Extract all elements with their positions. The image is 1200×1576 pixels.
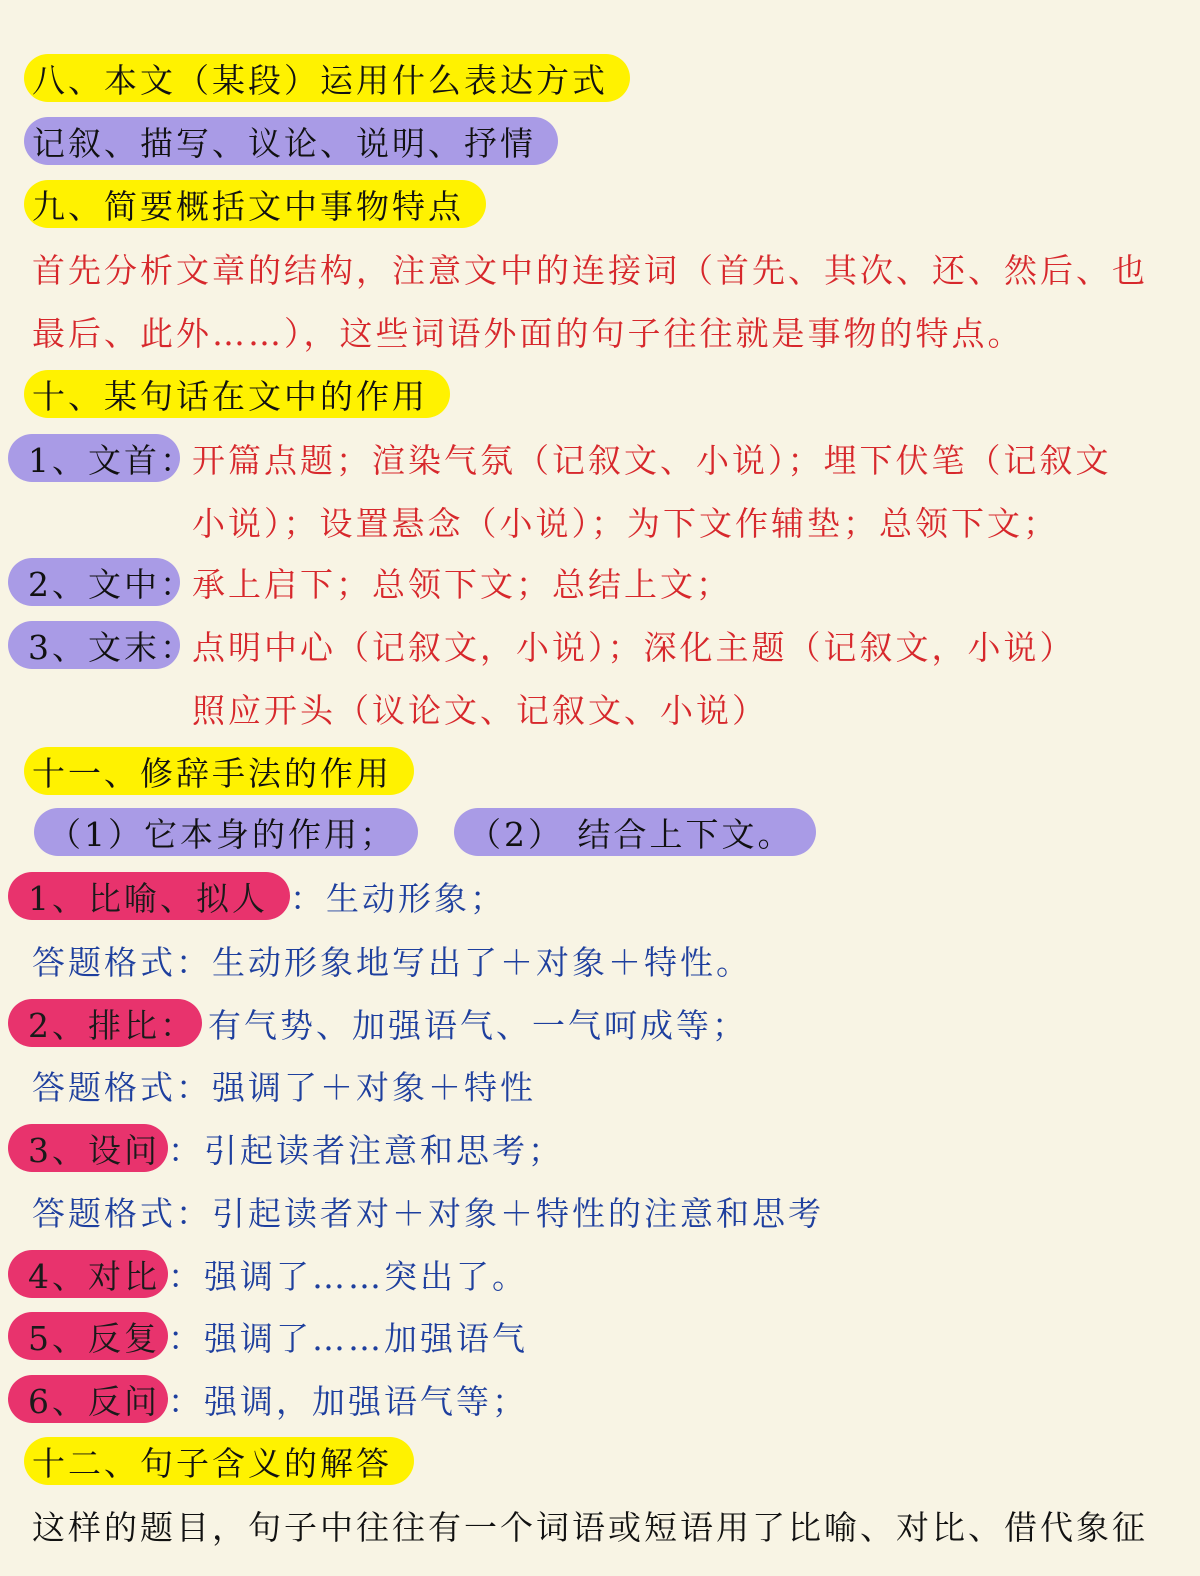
section-11-heading: 十一、修辞手法的作用 xyxy=(24,747,414,795)
section-12-heading-row xyxy=(24,1435,414,1487)
section-9-line-2: 最后、此外……），这些词语外面的句子往往就是事物的特点。 xyxy=(32,313,1024,353)
rhetoric-3-text: ：引起读者注意和思考； xyxy=(168,1130,564,1170)
section-10-item-1-label: 1、文首： xyxy=(8,434,180,482)
rhetoric-4-row xyxy=(8,1248,528,1300)
section-10-heading-row xyxy=(24,368,450,420)
rhetoric-1-label: 1、比喻、拟人 xyxy=(8,872,290,920)
section-9-heading-row xyxy=(24,178,486,230)
section-11-sub-2: （2） 结合上下文。 xyxy=(454,808,816,856)
rhetoric-5-text: ：强调了……加强语气 xyxy=(168,1318,528,1358)
section-10-item-2-text-1: 承上启下；总领下文；总结上文； xyxy=(192,564,732,604)
section-8-answer: 记叙、描写、议论、说明、抒情 xyxy=(24,117,558,165)
section-11-heading-row xyxy=(24,745,414,797)
section-10-item-1-text-1: 开篇点题；渲染气氛（记叙文、小说）；埋下伏笔（记叙文 xyxy=(192,440,1112,480)
section-11-sub-1: （1）它本身的作用； xyxy=(34,808,418,856)
rhetoric-3-row xyxy=(8,1122,564,1174)
section-12-heading: 十二、句子含义的解答 xyxy=(24,1437,414,1485)
section-10-heading: 十、某句话在文中的作用 xyxy=(24,370,450,418)
section-8-answer-row xyxy=(24,115,558,167)
section-10-item-3-label: 3、文末： xyxy=(8,621,180,669)
rhetoric-1-text: ：生动形象； xyxy=(290,878,506,918)
rhetoric-6-label: 6、反问 xyxy=(8,1375,168,1423)
rhetoric-4-text: ：强调了……突出了。 xyxy=(168,1256,528,1296)
rhetoric-1-format: 答题格式：生动形象地写出了＋对象＋特性。 xyxy=(32,942,752,982)
section-10-item-3-text-1: 点明中心（记叙文，小说）；深化主题（记叙文，小说） xyxy=(192,627,1076,667)
rhetoric-3-format: 答题格式：引起读者对＋对象＋特性的注意和思考 xyxy=(32,1193,824,1233)
rhetoric-4-label: 4、对比 xyxy=(8,1250,168,1298)
rhetoric-6-row xyxy=(8,1373,528,1425)
section-8-heading: 八、本文（某段）运用什么表达方式 xyxy=(24,54,630,102)
rhetoric-6-text: ：强调，加强语气等； xyxy=(168,1381,528,1421)
section-10-item-2-label: 2、文中： xyxy=(8,558,180,606)
rhetoric-2-format: 答题格式：强调了＋对象＋特性 xyxy=(32,1067,536,1107)
section-12-line-1: 这样的题目，句子中往往有一个词语或短语用了比喻、对比、借代象征 xyxy=(32,1507,1148,1547)
section-9-heading: 九、简要概括文中事物特点 xyxy=(24,180,486,228)
rhetoric-2-row xyxy=(8,997,748,1049)
section-8-heading-row xyxy=(24,52,630,104)
rhetoric-5-label: 5、反复 xyxy=(8,1312,168,1360)
section-10-item-1-text-2: 小说）；设置悬念（小说）；为下文作辅垫；总领下文； xyxy=(192,503,1059,543)
section-11-subs-row xyxy=(34,806,816,858)
section-9-line-1: 首先分析文章的结构，注意文中的连接词（首先、其次、还、然后、也 xyxy=(32,250,1148,290)
rhetoric-1-row xyxy=(8,870,506,922)
rhetoric-2-text: 有气势、加强语气、一气呵成等； xyxy=(208,1005,748,1045)
rhetoric-2-label: 2、排比： xyxy=(8,999,202,1047)
rhetoric-3-label: 3、设问 xyxy=(8,1124,168,1172)
rhetoric-5-row xyxy=(8,1310,528,1362)
section-10-item-3-text-2: 照应开头（议论文、记叙文、小说） xyxy=(192,690,768,730)
